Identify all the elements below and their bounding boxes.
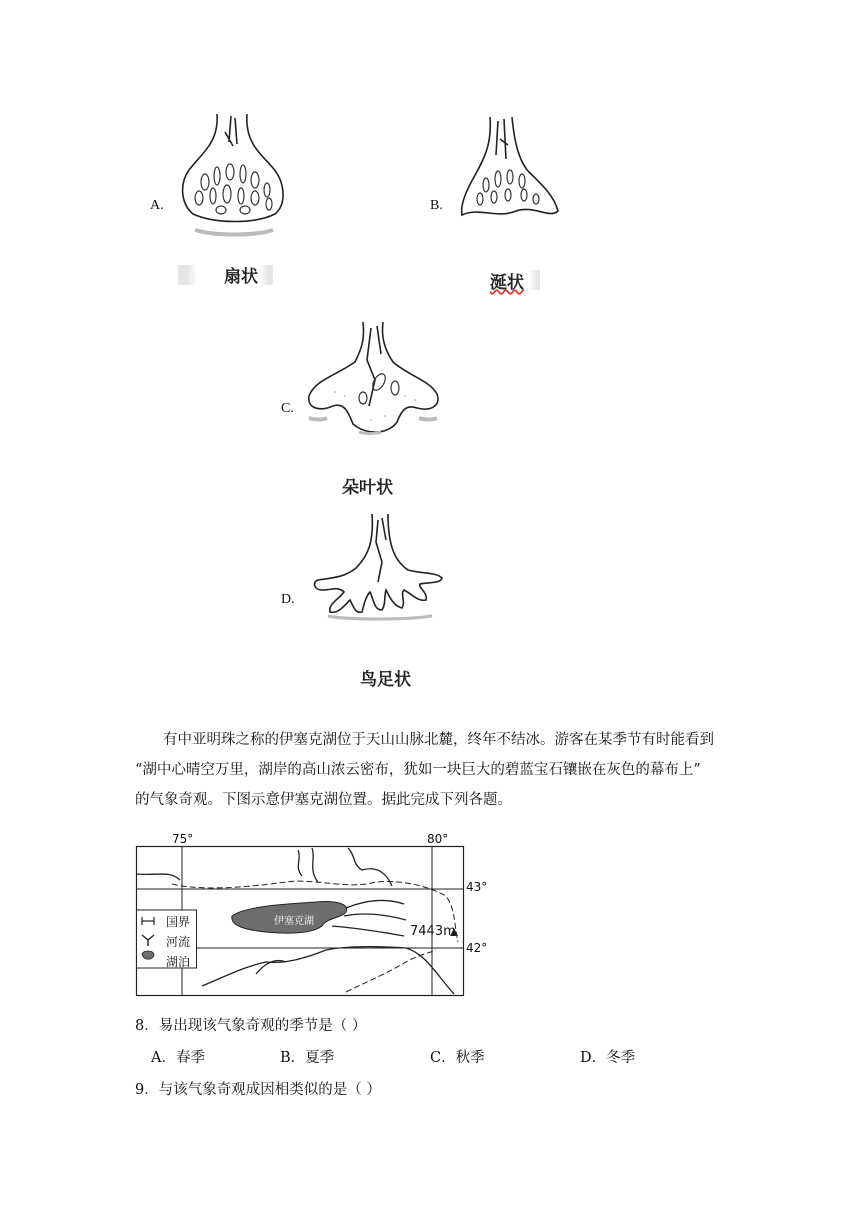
option-c-letter: C. xyxy=(281,401,294,416)
figure-b-caption: 涎状 xyxy=(490,273,524,293)
passage-line-3: 的气象奇观。下图示意伊塞克湖位置。据此完成下列各题。 xyxy=(135,792,512,808)
map-lat-top-label: 43° xyxy=(466,880,488,894)
question-8-option-a[interactable]: A．春季 xyxy=(151,1050,205,1066)
map-lat-bottom-label: 42° xyxy=(466,941,488,955)
delta-fan-illustration xyxy=(175,112,295,242)
legend-lake-icon xyxy=(142,951,154,959)
question-8-option-b[interactable]: B．夏季 xyxy=(280,1050,335,1066)
passage-line-1: 有中亚明珠之称的伊塞克湖位于天山山脉北麓，终年不结冰。游客在某季节有时能看到 xyxy=(163,732,714,748)
figure-d-caption: 鸟足状 xyxy=(360,670,411,690)
legend-border-label: 国界 xyxy=(166,915,191,929)
legend-lake-label: 湖泊 xyxy=(166,955,191,969)
passage xyxy=(135,725,735,815)
delta-cuspate-illustration xyxy=(458,115,563,225)
delta-birdfoot-illustration xyxy=(308,512,453,622)
legend-river-label: 河流 xyxy=(166,935,191,949)
option-a-letter: A. xyxy=(150,198,164,213)
map-lon-left-label: 75° xyxy=(172,832,194,846)
map-lake-label: 伊塞克湖 xyxy=(274,916,314,927)
option-b-letter: B. xyxy=(430,198,443,213)
passage-line-2: “湖中心晴空万里，湖岸的高山浓云密布，犹如一块巨大的碧蓝宝石镶嵌在灰色的幕布上” xyxy=(135,762,701,778)
figure-a-caption: 扇状 xyxy=(224,267,258,287)
question-8-option-d[interactable]: D．冬季 xyxy=(580,1050,636,1066)
option-d-letter: D. xyxy=(281,592,295,607)
figure-c-caption: 朵叶状 xyxy=(342,478,393,498)
map-lon-right-label: 80° xyxy=(427,832,449,846)
question-8-stem: 8．易出现该气象奇观的季节是（ ） xyxy=(135,1018,367,1034)
delta-lobate-illustration xyxy=(305,320,445,440)
question-9-stem: 9．与该气象奇观成因相类似的是（ ） xyxy=(135,1082,381,1098)
question-8-option-c[interactable]: C．秋季 xyxy=(430,1050,485,1066)
map-peak-label: 7443m xyxy=(410,924,456,939)
